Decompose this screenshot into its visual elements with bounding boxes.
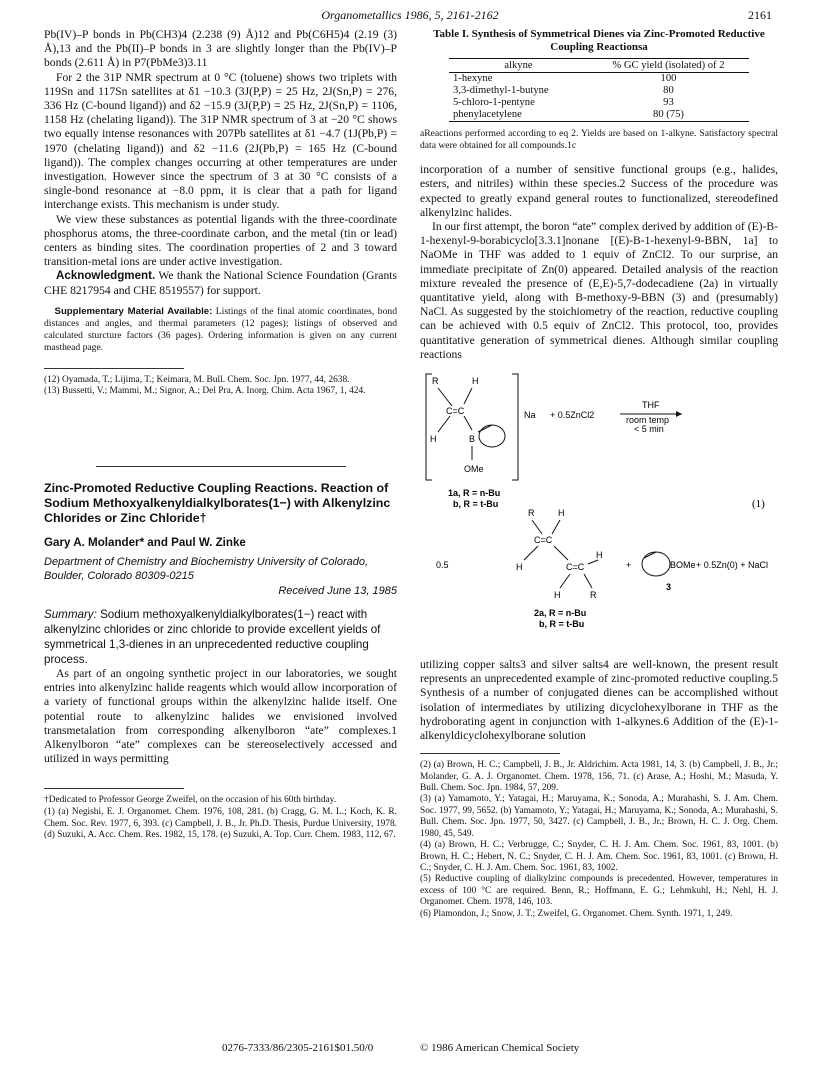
bond [438,416,450,432]
received-date: Received June 13, 1985 [278,585,397,598]
scheme-boron: B [469,434,476,445]
label-2a: 2a, R = n-Bu [534,608,587,619]
scheme-h-4: H [516,562,523,573]
acknowledgment-heading: Acknowledgment. [56,269,156,283]
bond [554,546,568,560]
table-footnote: aReactions performed according to eq 2. Yields are based on 1-alkyne. Satisfactory spectral data were obtained for all compounds.1c [420,128,778,151]
right-column [420,28,778,920]
supplementary-text: Listings of the final atomic coordinates, bond distances and angles, and thermal parameters (12 pages); listings of observed and calculated sturcture factors (36 pages). Ordering information is given on any current masthead page. [44,305,397,353]
label-1b: b, R = t-Bu [453,499,499,510]
table-row [449,109,749,122]
table-cell: 100 [660,73,677,84]
footnote-rule [44,368,184,369]
arrow-label-time: < 5 min [634,424,664,435]
right-paragraph-3: utilizing copper salts3 and silver salts4 are well-known, the present result represents an unprecedented example of zinc-promoted reductive coupling.5 Synthesis of a number of conjugated dienes can be accomplished without isolation of intermediates by utilizing dicyclohexylborane in THF as the hydroborating agent in conjunction with 1-alkynes.6 Addition of the (E)-1-alkenyldicyclohexylborane solution [420,658,778,743]
bond [464,416,472,430]
acknowledgment [44,269,397,297]
table-row [449,97,749,109]
footnote-13: (13) Bussetti, V.; Mammi, M.; Signor, A.; Del Pra, A. Inorg. Chim. Acta 1967, 1, 424. [44,386,366,397]
scheme-h-5: H [596,550,603,561]
acknowledgment-text: We thank the National Science Foundation (Grants CHE 8217954 and CHE 8519557) for support. [44,269,397,297]
arrow-label-temp: room temp [626,415,670,426]
arrow-head-icon [676,411,682,417]
scheme-bome: BOMe [670,560,696,571]
label-3: 3 [666,582,672,593]
left-column [44,28,397,842]
label-1a: 1a, R = n-Bu [448,488,501,499]
table-header-yield: % GC yield (isolated) of 2 [588,59,749,73]
table-cell: 1-hexyne [453,73,493,84]
scheme-products: + 0.5Zn(0) + NaCl [696,560,769,571]
bbn-ring-product [642,552,670,576]
scheme-r-2: R [528,508,535,519]
table-cell: 80 (75) [588,109,749,122]
footnote-2: (2) (a) Brown, H. C.; Campbell, J. B., Jr. Aldrichim. Acta 1981, 14, 3. (b) Campbell, J. B., Jr.; Molander, G. A. J. Organomet. Chem. 1978, 156, 71. (c) Arase, A.; Hoshi, M.; Masuda, Y. Bull. Chem. Soc. Jpn. 1984, 57, 209. [420,760,778,794]
scheme-h-1: H [472,376,479,387]
scheme-cc-3: C=C [566,562,585,573]
footnote-5: (5) Reductive coupling of dialkylzinc compounds is precedented. However, temperatures in excess of 100 °C are required. Benn, R.; Hoffmann, E. G.; Lehmkuhl, H.; Nehl, H. J. Organomet. Chem. 1978, 146, 103. [420,874,778,908]
table-title: Table I. Synthesis of Symmetrical Dienes via Zinc-Promoted Reductive Coupling Reactionsa [433,28,765,53]
footnote-1: (1) (a) Negishi, E. J. Organomet. Chem. 1976, 108, 281. (b) Cragg, G. M. L.; Koch, K. R. Chem. Soc. Rev. 1977, 6, 393. (c) Campbell, J. B., Jr. Ph.D. Thesis, Purdue University, 1978. (d) Suzuki, A. Acc. Chem. Res. 1982, 15, 178. (e) Suzuki, A. Top. Curr. Chem. 1983, 112, 67. [44,807,397,841]
scheme-plus: + [626,560,632,571]
bond [560,574,570,588]
label-2b: b, R = t-Bu [539,619,585,630]
arrow-label-thf: THF [642,400,660,411]
supplementary-heading: Supplementary Material Available: [54,305,213,317]
table-cell: phenylacetylene [449,109,588,122]
article-authors: Gary A. Molander* and Paul W. Zinke [44,536,246,550]
scheme-zncl2: + 0.5ZnCl2 [550,410,595,421]
yield-table [449,58,749,122]
table-cell: 93 [663,97,674,108]
references [420,753,778,920]
footnote-12: (12) Oyamada, T.; Lijima, T.; Keimara, M. Bull. Chem. Soc. Jpn. 1977, 44, 2638. [44,374,350,385]
equation-number: (1) [752,498,765,511]
table-header-alkyne: alkyne [449,59,588,73]
bond [588,560,598,564]
left-paragraph-3: We view these substances as potential ligands with the three-coordinate phosphorus atoms, the three-coordinate carbon, and the metal (tin or lead) centers as binding sites. The coordination properties of 2 and 3 toward transition-metal ions are under active investigation. [44,212,397,269]
supplementary-material [44,306,397,354]
bond [532,520,542,534]
reaction-scheme [420,368,778,658]
dedication-rule [44,788,184,789]
bracket-left [426,374,432,480]
table-cell: 3,3-dimethyl-1-butyne [453,85,549,96]
right-paragraph-2: In our first attempt, the boron “ate” complex derived by addition of (E)-B-1-hexenyl-9-borabicyclo[3.3.1]nonane [(E)-B-1-hexenyl-9-BBN, 1a] to NaOMe in THF was added to 1 equiv of ZnCl2. To our surprise, an immediate precipitate of Zn(0) appeared. Detailed analysis of the reaction mixture revealed the presence of (E,E)-5,7-dodecadiene (2a) in virtually quantitative yield, along with B-methoxy-9-BBN (3) and (presumably) NaCl. As suggested by the stoichiometry of the reaction, reductive coupling can be achieved with 0.5 equiv of ZnCl2. This protocol, too, provides quantitative generation of symmetrical dienes. Although similar coupling reactions [420,220,778,361]
running-header: Organometallics 1986, 5, 2161-2162 [321,8,499,22]
scheme-h-6: H [554,590,561,601]
scheme-coefficient: 0.5 [436,560,449,571]
footnote-4: (4) (a) Brown, H. C.; Verbrugge, C.; Snyder, C. H. J. Am. Chem. Soc. 1961, 83, 1001. (b) Brown, H. C.; Hebert, N. C.; Snyder, C. H. J. Am. Chem. Soc. 1961, 83, 1001. (c) Brown, H. C.; Snyder, C. H. J. Am. Chem. Soc. 1961, 83, 1002. [420,840,778,873]
left-paragraph-1: Pb(IV)–P bonds in Pb(CH3)4 (2.238 (9) Å)12 and Pb(C6H5)4 (2.19 (3) Å),13 and the Pb(II)–P bonds in 3 are slightly longer than the Pb(IV)–P bonds (2.611 Å) in P7(PbMe3)3.11 [44,28,397,70]
author-affiliation: Department of Chemistry and Biochemistry University of Colorado, Boulder, Colorado 80309-0215 [44,556,369,583]
summary [44,607,397,667]
scheme-ome: OMe [464,464,484,475]
bond [438,388,452,406]
article-title: Zinc-Promoted Reductive Coupling Reactions. Reaction of Sodium Methoxyalkenyldialkylborates(1−) with Alkenylzinc Chlorides or Zinc Chloride† [44,481,391,526]
bond [524,546,538,560]
table-cell: 5-chloro-1-pentyne [453,97,535,108]
bond [464,388,472,404]
intro-paragraph: As part of an ongoing synthetic project in our laboratories, we sought entries into alkenylzinc halide reagents which would allow incorporation of a variety of functional groups within the alkenylzinc halide itself. One potential route to alkenylzinc halides we envisioned involved transmetalation from corresponding alkenylboron “ate” complexes.1 Alkenylboron “ate” complexes can be stereoselectively accessed and utilized in ways permitting [44,667,397,766]
bond [552,520,560,534]
bbn-ring [479,425,505,447]
bond [584,574,592,588]
table-row [449,85,749,97]
scheme-h-2: H [430,434,437,445]
table-cell: 80 [663,85,674,96]
scheme-r-1: R [432,376,439,387]
bond [478,425,492,432]
references-rule [420,753,560,754]
footer-code: 0276-7333/86/2305-2161$01.50/0 [222,1042,374,1054]
footnote-3: (3) (a) Yamamoto, Y.; Yatagai, H.; Maruyama, K.; Sonoda, A.; Murahashi, S. J. Am. Chem. Soc. 1977, 99, 5652. (b) Yamamoto, Y.; Yatagai, H.; Maruyama, K.; Sonoda, A.; Murahashi, S. Bull. Chem. Soc. Jpn. 1977, 50, 3427. (c) Campbell, J. B., Jr.; Brown, H. C. J. Org. Chem. 1980, 45, 549. [420,794,778,839]
summary-text: Sodium methoxyalkenyldialkylborates(1−) react with alkenylzinc chlorides or zinc chloride to provide excellent yields of symmetrical 1,3-dienes in an unprecedented reductive coupling process. [44,608,381,667]
table-row [449,73,749,86]
scheme-h-3: H [558,508,565,519]
right-paragraph-1: incorporation of a number of sensitive functional groups (e.g., halides, esters, and nitriles) within these species.2 Success of the procedure was expected to greatly expand general routes to functionalized, stereodefined alkenylzinc halides. [420,163,778,219]
scheme-r-3: R [590,590,597,601]
scheme-cc-1: C=C [446,406,465,417]
left-paragraph-2: For 2 the 31P NMR spectrum at 0 °C (toluene) shows two triplets with 119Sn and 117Sn satellites at δ1 −10.3 (3J(P,P) = 25 Hz, 2J(Sn,P) = 276, 336 Hz (C-bound ligand)) and δ2 −15.9 (3J(P,P) = 25 Hz, 2J(Sn,P) = 1106, 1158 Hz (chelating ligand)). The 31P NMR spectrum of 3 at −20 °C shows two equally intense resonances with 207Pb satellites at δ1 −4.7 (1J(Pb,P) = 1970 (chelating ligand)) and δ2 −11.6 (2J(Pb,P) = 165 Hz (C-bound ligand)). The complex changes occurring at other temperatures are under investigation. However since the spectrum of 3 at 30 °C consists of a single-bond resonance at −8.0 ppm, it is clear that a path for ligand interchange exists. This mechanism is under study. [44,70,397,212]
summary-label: Summary: [44,608,97,622]
bracket-right [512,374,518,480]
scheme-sodium: Na [524,410,536,421]
footnote-6: (6) Plamondon, J.; Snow, J. T.; Zweifel, G. Organomet. Chem. Synth. 1971, 1, 249. [420,908,733,919]
article-separator [96,466,346,467]
footer-copyright: © 1986 American Chemical Society [420,1042,580,1054]
page-number: 2161 [748,8,772,22]
dedication-footnote: †Dedicated to Professor George Zweifel, on the occasion of his 60th birthday. [44,795,337,806]
scheme-cc-2: C=C [534,535,553,546]
reaction-scheme-drawing [420,368,778,658]
